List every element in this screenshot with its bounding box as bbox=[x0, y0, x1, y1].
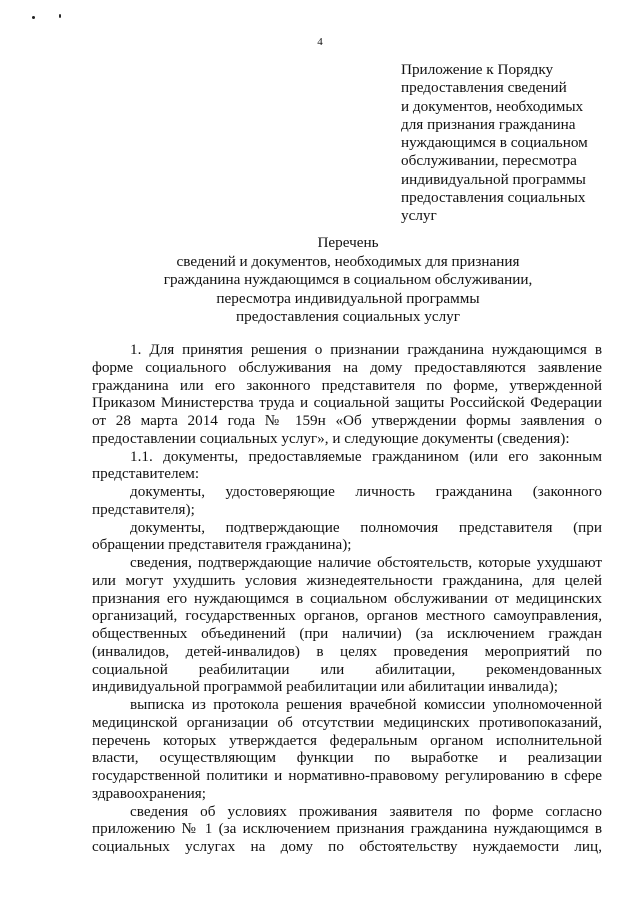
document-body bbox=[92, 341, 602, 856]
appendix-line: обслуживании, пересмотра bbox=[401, 152, 577, 170]
title-line: гражданина нуждающимся в социальном обслуживании, bbox=[163, 271, 533, 289]
scan-speck bbox=[32, 16, 35, 19]
page-number: 4 bbox=[317, 36, 323, 48]
appendix-line: предоставления социальных bbox=[401, 189, 586, 207]
appendix-line: для признания гражданина bbox=[401, 115, 576, 133]
paragraph-identity-docs: документы, удостоверяющие личность гражданина (законного представителя); bbox=[92, 483, 602, 518]
appendix-line: и документов, необходимых bbox=[401, 97, 584, 115]
paragraph-authority-docs: документы, подтверждающие полномочия представителя (при обращении представителя гражданина); bbox=[92, 518, 602, 554]
document-title bbox=[92, 234, 604, 327]
appendix-note bbox=[401, 61, 616, 226]
paragraph-1-1: 1.1. документы, предоставляемые гражданином (или его законным представителем: bbox=[92, 447, 602, 483]
paragraph-medical-extract: выписка из протокола решения врачебной комиссии уполномоченной медицинской организации об отсутствии медицинских противопоказаний, перечень которых утверждается федеральным органом исполнительной власти, осуществляющим функции по выработке и реализации государственной политики и нормативно-правовому регулированию в сфере здравоохранения; bbox=[92, 696, 602, 802]
title-line: пересмотра индивидуальной программы bbox=[216, 289, 480, 307]
paragraph-living-conditions: сведения об условиях проживания заявителя по форме согласно приложению № 1 (за исключением признания гражданина нуждающимся в социальных услугах на дому по обстоятельству нуждаемости лиц, bbox=[92, 802, 602, 855]
appendix-line: Приложение к Порядку bbox=[401, 61, 554, 78]
paragraph-1: 1. Для принятия решения о признании гражданина нуждающимся в форме социального обслуживания на дому предоставляются заявление гражданина или его законного представителя по форме, утвержденной Приказом Министерства труда и социальной защиты Российской Федерации от 28 марта 2014 года № 159н «Об утверждении формы заявления о предоставлении социальных услуг», и следующие документы (сведения): bbox=[92, 341, 602, 447]
title-line: Перечень bbox=[317, 234, 379, 251]
appendix-line: предоставления сведений bbox=[401, 79, 567, 97]
appendix-line: индивидуальной программы bbox=[401, 170, 586, 188]
title-line: сведений и документов, необходимых для признания bbox=[176, 252, 520, 270]
scan-speck bbox=[59, 14, 61, 18]
paragraph-circumstances: сведения, подтверждающие наличие обстоятельств, которые ухудшают или могут ухудшить условия жизнедеятельности гражданина, для целей признания его нуждающимся в социальном обслуживании от медицинских организаций, государственных органов, органов местного самоуправления, общественных объединений (при наличии) (за исключением граждан (инвалидов, детей-инвалидов) в целях проведения мероприятий по социальной реабилитации или абилитации, рекомендованных индивидуальной программой реабилитации или абилитации инвалида); bbox=[92, 554, 602, 696]
title-line: предоставления социальных услуг bbox=[235, 308, 461, 326]
appendix-line: нуждающимся в социальном bbox=[401, 134, 588, 152]
appendix-line: услуг bbox=[401, 207, 437, 225]
